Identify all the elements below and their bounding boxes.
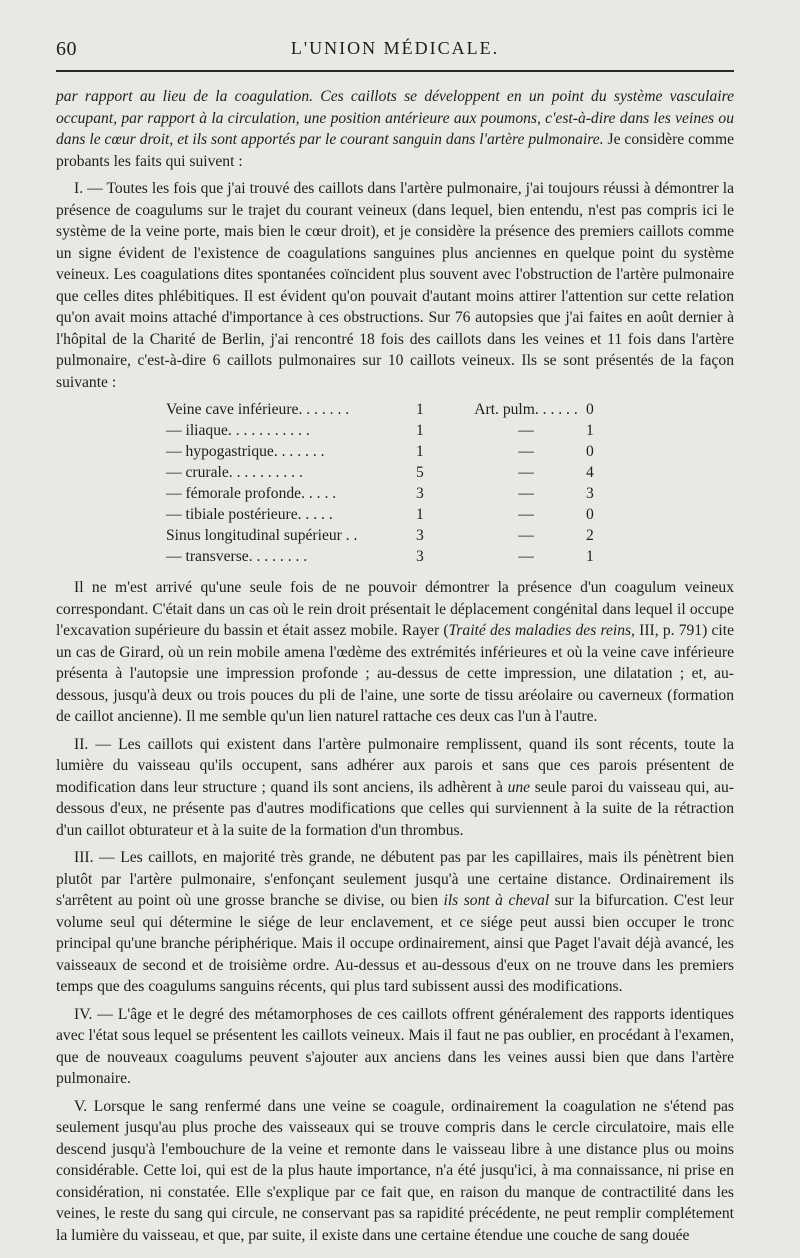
section-3-paragraph xyxy=(56,847,734,998)
pulmonary-count: 1 xyxy=(586,422,594,439)
section-3-part-b: sur la bifurcation. C'est leur volume seul qui détermine le siége de leur enclavement, et ce siége peut aussi bien occuper le tronc principal qu'une branche périphérique. Mais il occupe ordinairement, ainsi que Paget l'avait déjà avancé, les vaisseaux de second et de troisième ordre. Au-dessus et au-dessous d'eux on ne trouve dans les premiers temps que des coagulums sanguins récents, qui plus tard subissent aussi des modifications. xyxy=(56,892,734,995)
table-row xyxy=(166,420,626,441)
vessel-name: — fémorale profonde. . . . . xyxy=(166,485,337,502)
vein-count: 1 xyxy=(416,401,424,418)
table-row xyxy=(166,504,626,525)
table-row xyxy=(166,462,626,483)
vessel-name: — hypogastrique. . . . . . . xyxy=(166,443,325,460)
pulmonary-count: 4 xyxy=(586,464,594,481)
vein-count: 3 xyxy=(416,548,424,565)
vein-count: 1 xyxy=(416,506,424,523)
vessel-name: — crurale. . . . . . . . . . xyxy=(166,464,303,481)
pulmonary-count: 2 xyxy=(586,527,594,544)
page-header xyxy=(56,38,734,68)
vein-count: 5 xyxy=(416,464,424,481)
pulmonary-count: 1 xyxy=(586,548,594,565)
table-row xyxy=(166,525,626,546)
section-2-part-a: II. — Les caillots qui existent dans l'artère pulmonaire remplissent, quand ils sont récents, toute la lumière du vaisseau qu'ils occupent, sans adhérer aux parois et sans que ces parois présentent de modification dans leur structure ; quand ils sont anciens, ils adhèrent à xyxy=(56,735,734,796)
pulmonary-count: 0 xyxy=(586,506,594,523)
header-rule xyxy=(56,70,734,72)
pulmonary-count: 0 xyxy=(586,401,594,418)
section-3-italic: ils sont à cheval xyxy=(443,892,550,909)
vessel-name: Veine cave inférieure. . . . . . . xyxy=(166,401,350,418)
ditto-dash: — xyxy=(518,443,534,460)
ditto-dash: — xyxy=(518,527,534,544)
vein-count: 1 xyxy=(416,422,424,439)
page-number: 60 xyxy=(56,38,77,60)
pulmonary-header: Art. pulm. . . . . . xyxy=(474,401,578,418)
section-2-italic: une xyxy=(507,778,531,796)
para-after-table-part-a: Il ne m'est arrivé qu'une seule fois de ne pouvoir démontrer la présence d'un coagulum veineux correspondant. C'était dans un cas où le rein droit présentait le déplacement congénital dans lequel il occupe l'excavation supérieure du bassin et était assez mobile. Rayer ( xyxy=(56,579,734,639)
table-row xyxy=(166,441,626,462)
ditto-dash: — xyxy=(518,548,534,565)
vessel-name: Sinus longitudinal supérieur . . xyxy=(166,527,358,544)
vein-count: 1 xyxy=(416,443,424,460)
pulmonary-count: 3 xyxy=(586,485,594,502)
book-title: Traité des maladies des reins, xyxy=(448,622,635,639)
vessel-name: — transverse. . . . . . . . xyxy=(166,548,308,565)
section-4-paragraph: IV. — L'âge et le degré des métamorphoses de ces caillots offrent généralement des rapports identiques avec l'état sous lequel se présentent les caillots veineux. Mais il faut ne pas oublier, en procédant à l'examen, que de nouveaux coagulums peuvent s'ajouter aux anciens dans les veines aussi bien que dans l'artère pulmonaire. xyxy=(56,1005,734,1087)
vein-count: 3 xyxy=(416,527,424,544)
running-head: L'UNION MÉDICALE. xyxy=(290,38,500,58)
section-5-paragraph: V. Lorsque le sang renfermé dans une veine se coagule, ordinairement la coagulation ne s'étend pas seulement jusqu'au plus proche des vaisseaux qui se trouve compris dans le cercle circulatoire, mais elle descend jusqu'à l'embouchure de la veine et remonte dans le vaisseau libre à une distance plus ou moins considérable. Cette loi, qui est de la plus haute importance, n'a été jusqu'ici, à ma connaissance, ni prise en considération, ni constatée. Elle s'explique par ce fait que, en raison du manque de contractilité dans les veines, le reste du sang qui circule, ne conservant pas sa rapidité précédente, ne peut remplir complétement la lumière du vaisseau, et que, par suite, il existe dans une certaine étendue une couche de sang douée xyxy=(56,1097,734,1244)
para-after-table-part-b: III, p. 791) cite un cas de Girard, où un rein mobile amena l'œdème des extrémités inférieures et où la veine cave inférieure présenta à l'autopsie une impression profonde ; au-dessus de cette impression, une dilatation ; et, au-dessous, jusqu'à deux ou trois pouces du pli de l'aine, une sorte de tissu aréolaire ou caverneux (formation de caillot ancienne). Il me semble qu'un lien naturel rattache ces deux cas l'un à l'autre. xyxy=(56,622,734,725)
paragraph-after-table xyxy=(56,577,734,728)
section-3-part-a: III. — Les caillots, en majorité très grande, ne débutent pas par les capillaires, mais ils pénètrent bien plutôt par l'artère pulmonaire, s'enfonçant seulement jusqu'à une certaine distance. Ordinairement ils s'arrêtent au point où une grosse branche se divise, ou bien xyxy=(56,849,734,909)
table-row xyxy=(166,483,626,504)
vein-count: 3 xyxy=(416,485,424,502)
vessel-name: — iliaque. . . . . . . . . . . xyxy=(166,422,310,439)
section-1-paragraph: I. — Toutes les fois que j'ai trouvé des caillots dans l'artère pulmonaire, j'ai toujours réussi à démontrer la présence de coagulums sur le trajet du courant veineux (dans lequel, bien entendu, n'est pas compris ici le système de la veine porte, mais bien le cœur droit), et je considère la présence des premiers caillots comme un signe évident de l'existence de coagulations sanguines plus anciennes en quelque point du système veineux. Les coagulations dites spontanées coïncident plus souvent avec l'obstruction de l'artère pulmonaire que celles dites phlébitiques. Il est évident qu'on pouvait d'autant moins attirer l'attention sur cette relation qu'on avait moins attaché d'importance à ces obstructions. Sur 76 autopsies que j'ai faites en août dernier à l'hôpital de la Charité de Berlin, j'ai rencontré 18 fois des caillots dans les veines et 11 fois dans l'artère pulmonaire, c'est-à-dire 6 caillots pulmonaires sur 10 caillots veineux. Ils se sont présentés de la façon suivante : xyxy=(56,180,734,391)
pulmonary-count: 0 xyxy=(586,443,594,460)
intro-roman: Je considère comme probants les faits qui suivent : xyxy=(56,131,734,170)
ditto-dash: — xyxy=(518,485,534,502)
ditto-dash: — xyxy=(518,506,534,523)
intro-paragraph xyxy=(56,86,734,172)
vein-statistics-table xyxy=(166,399,626,567)
ditto-dash: — xyxy=(518,464,534,481)
intro-italic: par rapport au lieu de la coagulation. Ces caillots se développent en un point du système vasculaire occupant, par rapport à la circulation, une position antérieure aux poumons, c'est-à-dire dans les veines ou dans le cœur droit, et ils sont apportés par le courant sanguin dans l'artère pulmonaire. xyxy=(56,88,734,148)
vessel-name: — tibiale postérieure. . . . . xyxy=(166,506,333,523)
ditto-dash: — xyxy=(518,422,534,439)
section-2-paragraph xyxy=(56,734,734,842)
section-2-part-b: seule paroi du vaisseau qui, au-dessous d'eux, ne présente pas d'autres modifications que celles qui surviennent à la suite de la rétraction d'un caillot obturateur et à la suite de la formation d'un thrombus. xyxy=(56,778,734,839)
table-row xyxy=(166,399,626,420)
table-row xyxy=(166,546,626,567)
